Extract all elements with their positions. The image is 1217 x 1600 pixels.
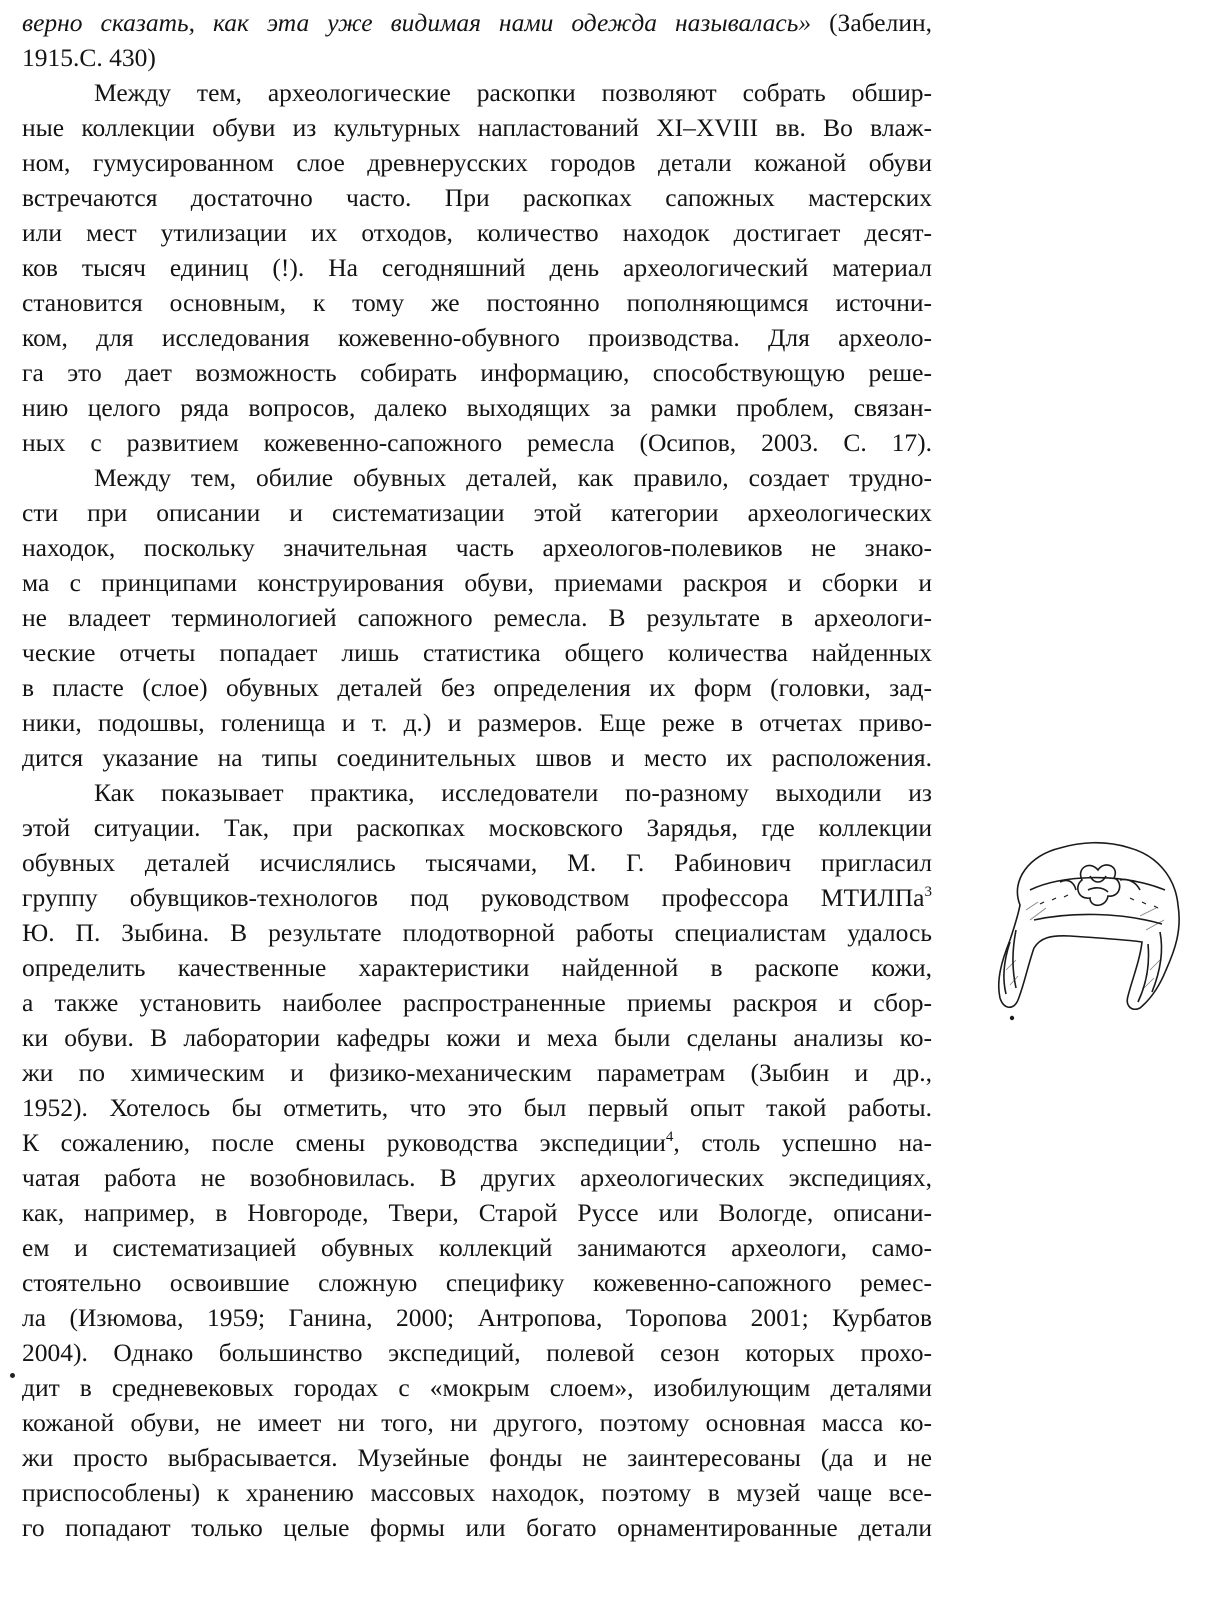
text-line xyxy=(22,881,932,915)
line-text: ные коллекции обуви из культурных напластований XI–XVIII вв. Во влаж- xyxy=(22,113,932,142)
footnote-marker: 4 xyxy=(665,1129,674,1145)
line-text: жи просто выбрасывается. Музейные фонды не заинтересованы (да и не xyxy=(22,1443,932,1472)
text-line xyxy=(22,1126,932,1160)
line-text: дит в средневековых городах с «мокрым слоем», изобилующим деталями xyxy=(22,1373,932,1402)
line-text: кожаной обуви, не имеет ни того, ни другого, поэтому основная масса ко- xyxy=(22,1408,932,1437)
text-line xyxy=(22,671,932,705)
line-text: этой ситуации. Так, при раскопках московского Зарядья, где коллекции xyxy=(22,813,932,842)
text-line xyxy=(22,1231,932,1265)
illustration-dot xyxy=(1010,1016,1014,1020)
line-text: определить качественные характеристики найденной в раскопе кожи, xyxy=(22,953,932,982)
line-text: ном, гумусированном слое древнерусских городов детали кожаной обуви xyxy=(22,148,932,177)
text-line xyxy=(22,1336,932,1370)
text-line xyxy=(22,811,932,845)
line-text: как, например, в Новгороде, Твери, Старой Руссе или Вологде, описани- xyxy=(22,1198,932,1227)
stray-ink-dot xyxy=(10,1373,15,1378)
line-text: жи по химическим и физико-механическим параметрам (Зыбин и др., xyxy=(22,1058,932,1087)
leather-shoe-fragment-illustration xyxy=(990,820,1190,1030)
text-line xyxy=(22,916,932,950)
line-text: ем и систематизацией обувных коллекций занимаются археологи, само- xyxy=(22,1233,932,1262)
line-text: ков тысяч единиц (!). На сегодняшний день археологический материал xyxy=(22,253,932,282)
line-text: Между тем, археологические раскопки позволяют собрать обшир- xyxy=(94,78,932,107)
text-line xyxy=(22,531,932,565)
text-line xyxy=(22,496,932,530)
text-line xyxy=(22,1196,932,1230)
citation-text: (Забелин, xyxy=(811,8,932,37)
line-text: 1952). Хотелось бы отметить, что это был первый опыт такой работы. xyxy=(22,1093,932,1122)
text-line xyxy=(22,1371,932,1405)
line-text: обувных деталей исчислялись тысячами, М. Г. Рабинович пригласил xyxy=(22,848,932,877)
text-line xyxy=(22,566,932,600)
text-line xyxy=(22,741,932,775)
text-line xyxy=(22,216,932,250)
line-text: , столь успешно на- xyxy=(673,1128,932,1157)
text-line xyxy=(22,111,932,145)
text-line xyxy=(22,426,932,460)
line-text: не владеет терминологией сапожного ремесла. В результате в археологи- xyxy=(22,603,932,632)
line-text: Как показывает практика, исследователи по-разному выходили из xyxy=(94,778,932,807)
text-line xyxy=(22,356,932,390)
text-line xyxy=(22,6,932,40)
line-text: стоятельно освоившие сложную специфику кожевенно-сапожного ремес- xyxy=(22,1268,932,1297)
line-text: группу обувщиков-технологов под руководством профессора МТИЛПа xyxy=(22,883,925,912)
line-text: или мест утилизации их отходов, количество находок достигает десят- xyxy=(22,218,932,247)
text-line xyxy=(22,1406,932,1440)
line-text: чатая работа не возобновилась. В других археологических экспедициях, xyxy=(22,1163,932,1192)
text-line xyxy=(22,146,932,180)
text-line xyxy=(22,951,932,985)
line-text: га это дает возможность собирать информацию, способствующую реше- xyxy=(22,358,932,387)
line-text: Между тем, обилие обувных деталей, как правило, создает трудно- xyxy=(94,463,932,492)
text-line xyxy=(22,1476,932,1510)
line-text: ки обуви. В лаборатории кафедры кожи и меха были сделаны анализы ко- xyxy=(22,1023,932,1052)
line-text: 2004). Однако большинство экспедиций, полевой сезон которых прохо- xyxy=(22,1338,932,1367)
text-line xyxy=(22,636,932,670)
line-text: ники, подошвы, голенища и т. д.) и размеров. Еще реже в отчетах приво- xyxy=(22,708,932,737)
line-text: ческие отчеты попадает лишь статистика общего количества найденных xyxy=(22,638,932,667)
line-text: сти при описании и систематизации этой категории археологических xyxy=(22,498,932,527)
line-text: К сожалению, после смены руководства экспедиции xyxy=(22,1128,666,1157)
line-text: 1915.С. 430) xyxy=(22,43,156,72)
text-line xyxy=(22,1056,932,1090)
text-line xyxy=(22,41,932,75)
text-line xyxy=(22,1301,932,1335)
text-line xyxy=(22,251,932,285)
text-line xyxy=(22,1161,932,1195)
paragraph-start-line xyxy=(22,76,932,110)
line-text: становится основным, к тому же постоянно пополняющимся источни- xyxy=(22,288,932,317)
text-line xyxy=(22,846,932,880)
line-text: а также установить наиболее распространенные приемы раскроя и сбор- xyxy=(22,988,932,1017)
text-line xyxy=(22,391,932,425)
line-text: встречаются достаточно часто. При раскопках сапожных мастерских xyxy=(22,183,932,212)
line-text: приспособлены) к хранению массовых находок, поэтому в музей чаще все- xyxy=(22,1478,932,1507)
text-line xyxy=(22,1511,932,1545)
line-text: Ю. П. Зыбина. В результате плодотворной работы специалистам удалось xyxy=(22,918,932,947)
text-line xyxy=(22,181,932,215)
line-text: ма с принципами конструирования обуви, приемами раскроя и сборки и xyxy=(22,568,932,597)
paragraph-start-line xyxy=(22,776,932,810)
line-text: в пласте (слое) обувных деталей без определения их форм (головки, зад- xyxy=(22,673,932,702)
line-text: го попадают только целые формы или богато орнаментированные детали xyxy=(22,1513,932,1542)
line-text: дится указание на типы соединительных швов и место их расположения. xyxy=(22,743,932,772)
text-line xyxy=(22,1091,932,1125)
line-text: ком, для исследования кожевенно-обувного производства. Для археоло- xyxy=(22,323,932,352)
text-line xyxy=(22,601,932,635)
text-line xyxy=(22,1441,932,1475)
text-line xyxy=(22,986,932,1020)
text-line xyxy=(22,706,932,740)
line-text: находок, поскольку значительная часть археологов-полевиков не знако- xyxy=(22,533,932,562)
line-text: ла (Изюмова, 1959; Ганина, 2000; Антропова, Торопова 2001; Курбатов xyxy=(22,1303,932,1332)
line-text: ных с развитием кожевенно-сапожного ремесла (Осипов, 2003. С. 17). xyxy=(22,428,932,457)
paragraph-start-line xyxy=(22,461,932,495)
text-line xyxy=(22,1021,932,1055)
footnote-marker: 3 xyxy=(924,884,932,900)
text-line xyxy=(22,1266,932,1300)
text-line xyxy=(22,286,932,320)
italic-quote-text: верно сказать, как эта уже видимая нами одежда называлась» xyxy=(22,8,812,37)
text-line xyxy=(22,321,932,355)
line-text: нию целого ряда вопросов, далеко выходящих за рамки проблем, связан- xyxy=(22,393,932,422)
